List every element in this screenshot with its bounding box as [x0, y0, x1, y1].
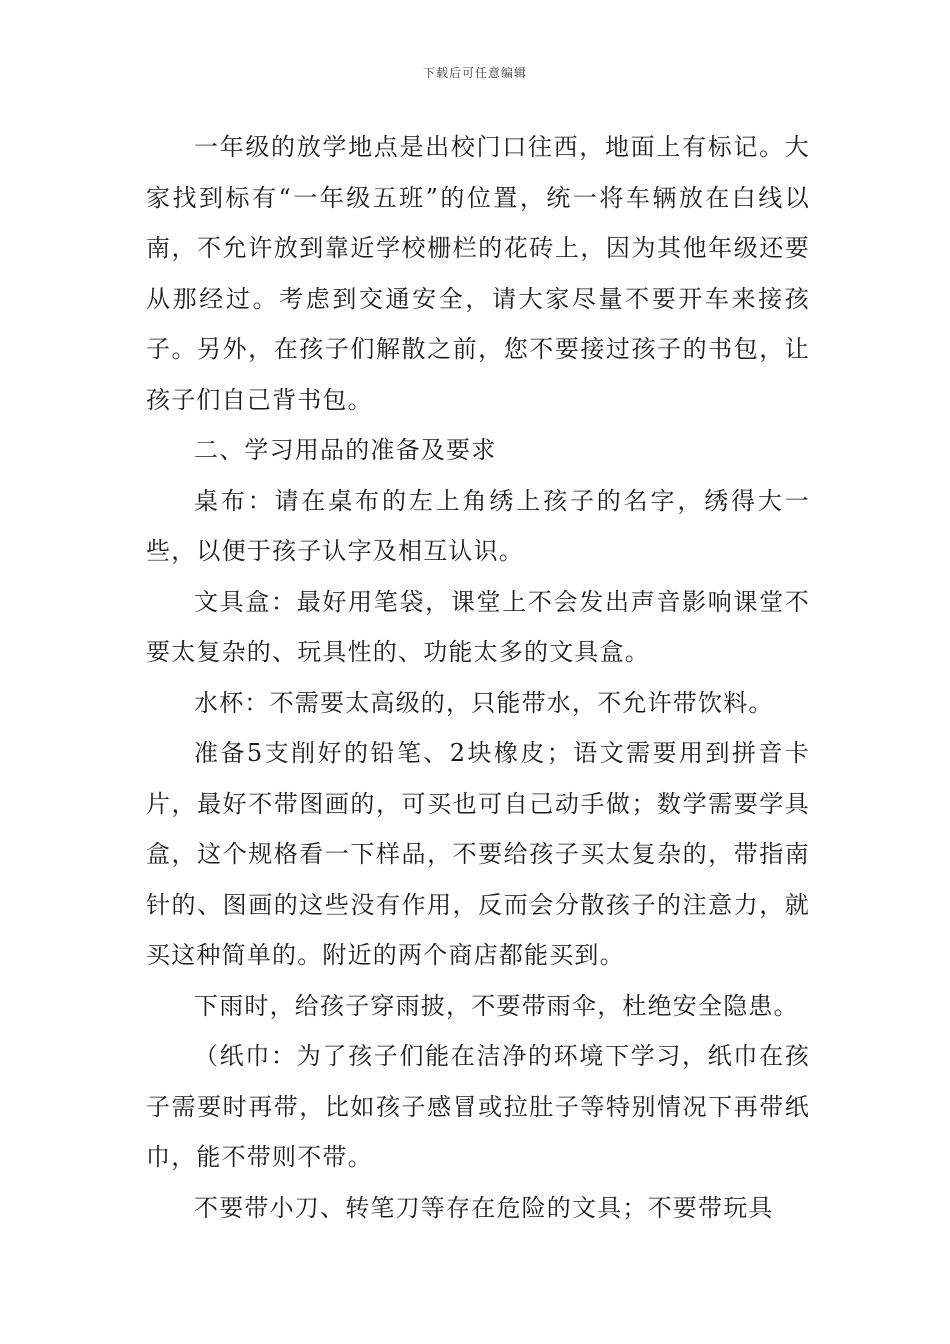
paragraph-pencil-case: 文具盒：最好用笔袋，课堂上不会发出声音影响课堂不要太复杂的、玩具性的、功能太多的文具盒。 — [146, 587, 810, 666]
document-body — [146, 122, 810, 1233]
paragraph-prohibited-items: 不要带小刀、转笔刀等存在危险的文具；不要带玩具 — [194, 1193, 774, 1222]
paragraph-rain-gear: 下雨时，给孩子穿雨披，不要带雨伞，杜绝安全隐患。 — [194, 991, 799, 1020]
paragraph-pencils-and-cards: 准备5支削好的铅笔、2块橡皮；语文需要用到拼音卡片，最好不带图画的，可买也可自己动手做；数学需要学具盒，这个规格看一下样品，不要给孩子买太复杂的，带指南针的、图画的这些没有作用，反而会分散孩子的注意力，就买这种简单的。附近的两个商店都能买到。 — [146, 739, 810, 969]
paragraph-tablecloth: 桌布：请在桌布的左上角绣上孩子的名字，绣得大一些，以便于孩子认字及相互认识。 — [146, 486, 810, 565]
header-note: 下载后可任意编辑 — [422, 66, 527, 80]
paragraph-water-cup: 水杯：不需要太高级的，只能带水，不允许带饮料。 — [194, 688, 774, 717]
paragraph-tissues: （纸巾：为了孩子们能在洁净的环境下学习，纸巾在孩子需要时再带，比如孩子感冒或拉肚子等特别情况下再带纸巾，能不带则不带。 — [146, 1042, 810, 1171]
section-heading-school-supplies: 二、学习用品的准备及要求 — [194, 436, 497, 464]
paragraph-dismissal-location: 一年级的放学地点是出校门口往西，地面上有标记。大家找到标有“一年级五班”的位置，统一将车辆放在白线以南，不允许放到靠近学校栅栏的花砖上，因为其他年级还要从那经过。考虑到交通安全，请大家尽量不要开车来接孩子。另外，在孩子们解散之前，您不要接过孩子的书包，让孩子们自己背书包。 — [146, 133, 810, 414]
